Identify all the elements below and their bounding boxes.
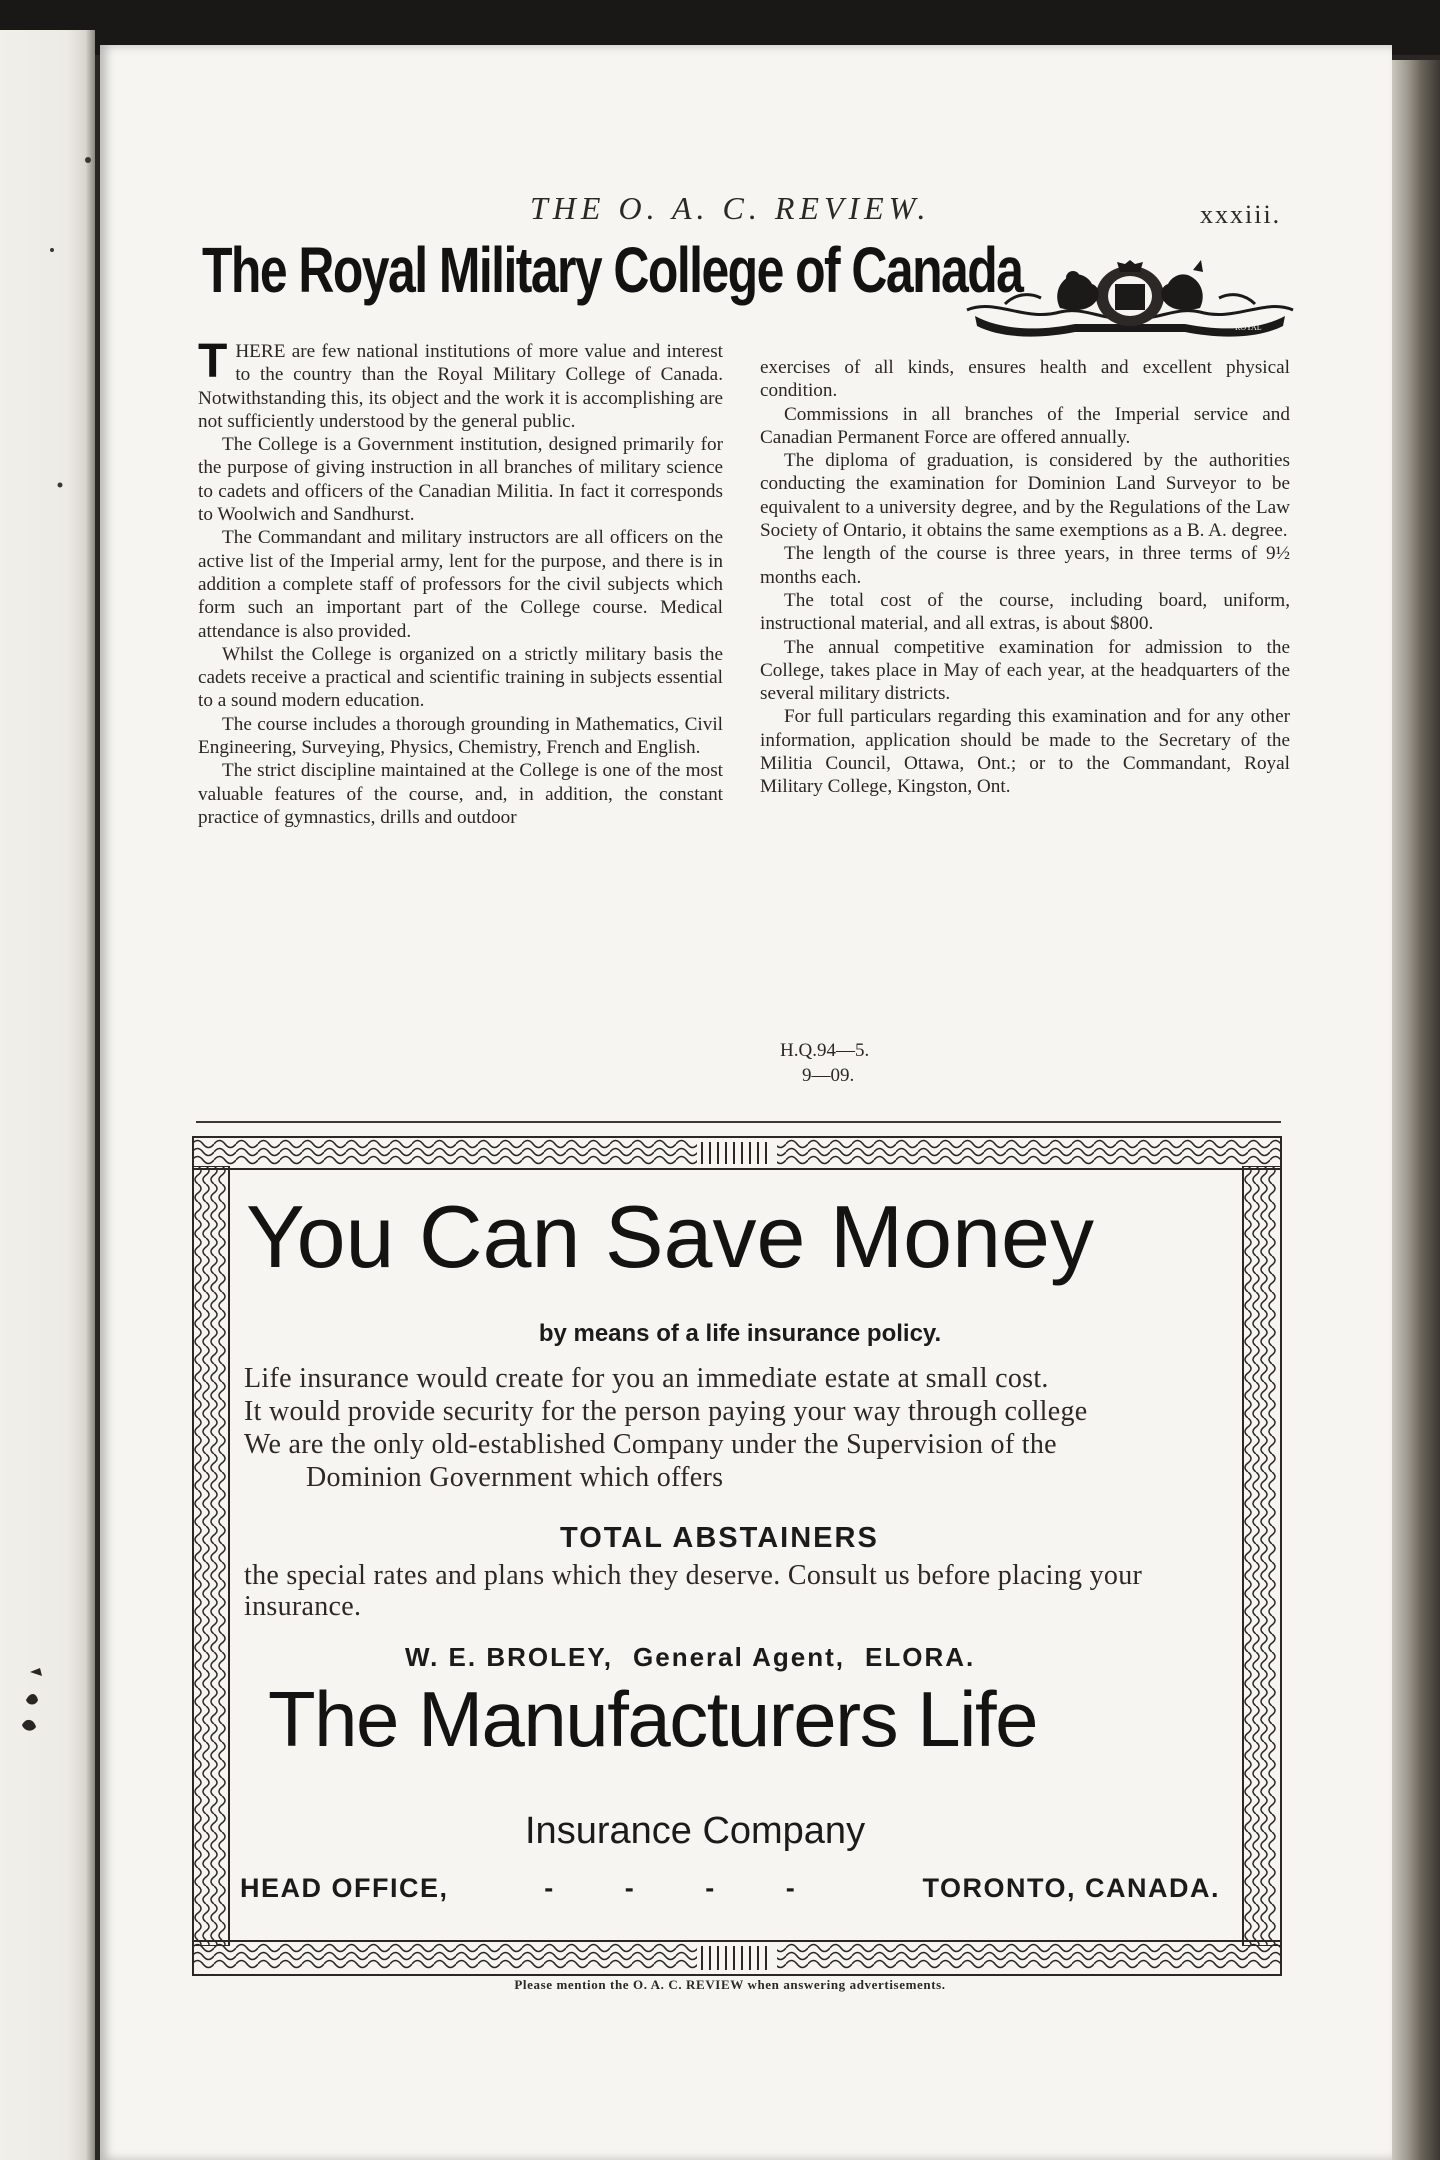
ad-body-line: Dominion Government which offers xyxy=(306,1462,724,1493)
agent-town: ELORA. xyxy=(865,1642,976,1672)
reference-code-line: 9—09. xyxy=(802,1065,855,1086)
article-paragraph: Whilst the College is organized on a strictly military basis the cadets receive a practical and scientific training in subjects essential to a sound modern education. xyxy=(198,643,723,712)
article-paragraph: Commissions in all branches of the Imperial service and Canadian Permanent Force are offered annually. xyxy=(760,403,1290,448)
agent-title: General Agent, xyxy=(633,1642,845,1672)
ad-body-line: It would provide security for the person paying your way through college xyxy=(244,1396,1088,1427)
article-paragraph: For full particulars regarding this examination and for any other information, application should be made to the Secretary of the Militia Council, Ottawa, Ont.; or to the Commandant, Royal Military College, Kingston, Ont. xyxy=(760,706,1290,798)
article-paragraph: THERE are few national institutions of more value and interest to the country than the Royal Military College of Canada. Notwithstanding this, its object and the work it is accomplishing are not sufficiently understood by the general public. xyxy=(198,335,723,432)
article-paragraph: The strict discipline maintained at the College is one of the most valuable features of the course, and, in addition, the constant practice of gymnastics, drills and outdoor xyxy=(198,760,723,828)
svg-text:ROYAL: ROYAL xyxy=(1235,323,1262,332)
article-paragraph: The Commandant and military instructors are all officers on the active list of the Imperial army, lent for the purpose, and there is in addition a complete staff of professors for the civil subjects which form such an important part of the College course. Medical attendance is also provided. xyxy=(198,527,723,642)
ad-body-line: Life insurance would create for you an immediate estate at small cost. xyxy=(244,1363,1049,1394)
ad-headline: You Can Save Money xyxy=(246,1187,1094,1286)
office-location: TORONTO, CANADA. xyxy=(922,1873,1220,1903)
company-subtitle: Insurance Company xyxy=(525,1810,866,1852)
article-paragraph: The length of the course is three years, in three terms of 9½ months each. xyxy=(760,543,1290,588)
ad-body-continued: the special rates and plans which they deserve. Consult us before placing your insurance. xyxy=(244,1560,1143,1622)
article-paragraph: The course includes a thorough grounding in Mathematics, Civil Engineering, Surveying, Physics, Chemistry, French and English. xyxy=(198,713,723,759)
footer-note: Please mention the O. A. C. REVIEW when answering advertisements. xyxy=(514,1977,946,1992)
running-head: THE O. A. C. REVIEW. xyxy=(530,190,931,226)
article-paragraph: The annual competitive examination for admission to the College, takes place in May of each year, at the headquarters of the several military districts. xyxy=(760,636,1290,705)
agent-name: W. E. BROLEY, xyxy=(405,1642,614,1672)
article-paragraph: The diploma of graduation, is considered by the authorities conducting the examination for Dominion Land Surveyor to be equivalent to a university degree, and by the Regulations of the Law Society of Ontario, it obtains the same exemptions as a B. A. degree. xyxy=(760,450,1290,542)
page-number: xxxiii. xyxy=(1200,200,1282,229)
article-paragraph: The College is a Government institution, designed primarily for the purpose of giving instruction in all branches of military science to cadets and officers of the Canadian Militia. In fact it corresponds to Woolwich and Sandhurst. xyxy=(198,434,723,526)
office-label: HEAD OFFICE, xyxy=(240,1873,449,1903)
company-name: The Manufacturers Life xyxy=(268,1675,1038,1763)
article-paragraph: exercises of all kinds, ensures health and excellent physical condition. xyxy=(760,357,1290,402)
ad-subheadline: by means of a life insurance policy. xyxy=(538,1320,942,1347)
ad-emphasis: TOTAL ABSTAINERS xyxy=(560,1522,879,1554)
reference-code-line: H.Q.94—5. xyxy=(780,1040,870,1061)
office-dashes: - - - - xyxy=(544,1873,827,1903)
article-headline: The Royal Military College of Canada xyxy=(202,234,1023,306)
drop-cap: T xyxy=(198,335,228,388)
ad-body-line: We are the only old-established Company under the Supervision of the xyxy=(244,1429,1057,1460)
article-paragraph: The total cost of the course, including board, uniform, instructional material, and all extras, is about $800. xyxy=(760,589,1290,635)
